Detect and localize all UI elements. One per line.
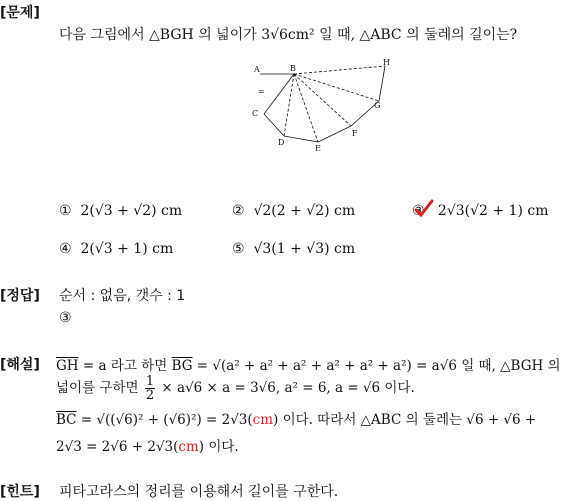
hint-tag: [힌트] [0,484,40,500]
segment-bg: $\overline{BG}$ [171,358,193,374]
solution-l4-a: 2√3 = 2√6 + 2√3( [56,439,179,455]
solution-line-3 [56,408,536,428]
label-G: G [374,101,381,110]
solution-line-2 [56,375,415,402]
choice-3-num: ③ [412,203,425,219]
label-E: E [315,144,321,153]
choice-5-text: √3(1 + √3) cm [253,241,356,257]
solution-l1-a: = a 라고 하면 [78,358,172,374]
label-B: B [290,64,296,73]
choice-4-num: ④ [59,241,72,257]
answer-number: ③ [59,310,72,326]
answer-order: 순서 : 없음, 갯수 : 1 [59,288,186,304]
label-C: C [252,109,259,118]
fraction-half [145,375,155,402]
choice-2-text: √2(2 + √2) cm [253,203,356,219]
solution-l2-a: 넓이를 구하면 [56,380,143,396]
solution-tag: [해설] [0,357,40,373]
choice-1-text: 2(√3 + √2) cm [80,203,183,219]
choice-2[interactable] [232,203,355,219]
solution-l3-a: = √((√6)² + (√6)²) = 2√3( [76,412,253,428]
hint-text: 피타고라스의 정리를 이용해서 길이를 구한다. [59,484,339,500]
segment-gh: $\overline{GH}$ [56,358,79,374]
equal-mark: = [258,87,265,96]
choice-3[interactable] [412,203,549,219]
question-text: 다음 그림에서 △BGH 의 넓이가 3√6cm² 일 때, △ABC 의 둘레의 길이는? [59,27,518,43]
check-icon [414,199,434,219]
choice-3-text: 2√3(√2 + 1) cm [437,203,549,219]
choice-4[interactable] [59,241,173,257]
choice-5-num: ⑤ [232,241,245,257]
segment-bc: $\overline{BC}$ [56,412,77,428]
choice-4-text: 2(√3 + 1) cm [80,241,174,257]
choice-1[interactable] [59,203,182,219]
label-A: A [254,65,260,74]
label-D: D [278,138,285,147]
answer-tag: [정답] [0,288,40,304]
solution-l1-b: = √(a² + a² + a² + a² + a² + a²) = a√6 일 때, △BGH 의 [192,358,561,374]
choice-1-num: ① [59,203,72,219]
geometry-figure [248,56,393,156]
unit-cm-1: cm [252,412,274,428]
solution-l4-b: ) 이다. [198,439,239,455]
label-F: F [352,129,358,138]
fraction-numerator: 1 [145,374,155,389]
label-H: H [383,58,390,67]
unit-cm-2: cm [178,439,199,455]
solution-l3-b: ) 이다. 따라서 △ABC 의 둘레는 √6 + √6 + [273,412,537,428]
solution-line-1 [56,354,561,374]
solution-line-4 [56,435,239,455]
fraction-denominator: 2 [145,388,155,403]
solution-l2-b: × a√6 × a = 3√6, a² = 6, a = √6 이다. [157,380,415,396]
choice-2-num: ② [232,203,245,219]
choice-5[interactable] [232,241,355,257]
question-tag: [문제] [0,5,40,21]
